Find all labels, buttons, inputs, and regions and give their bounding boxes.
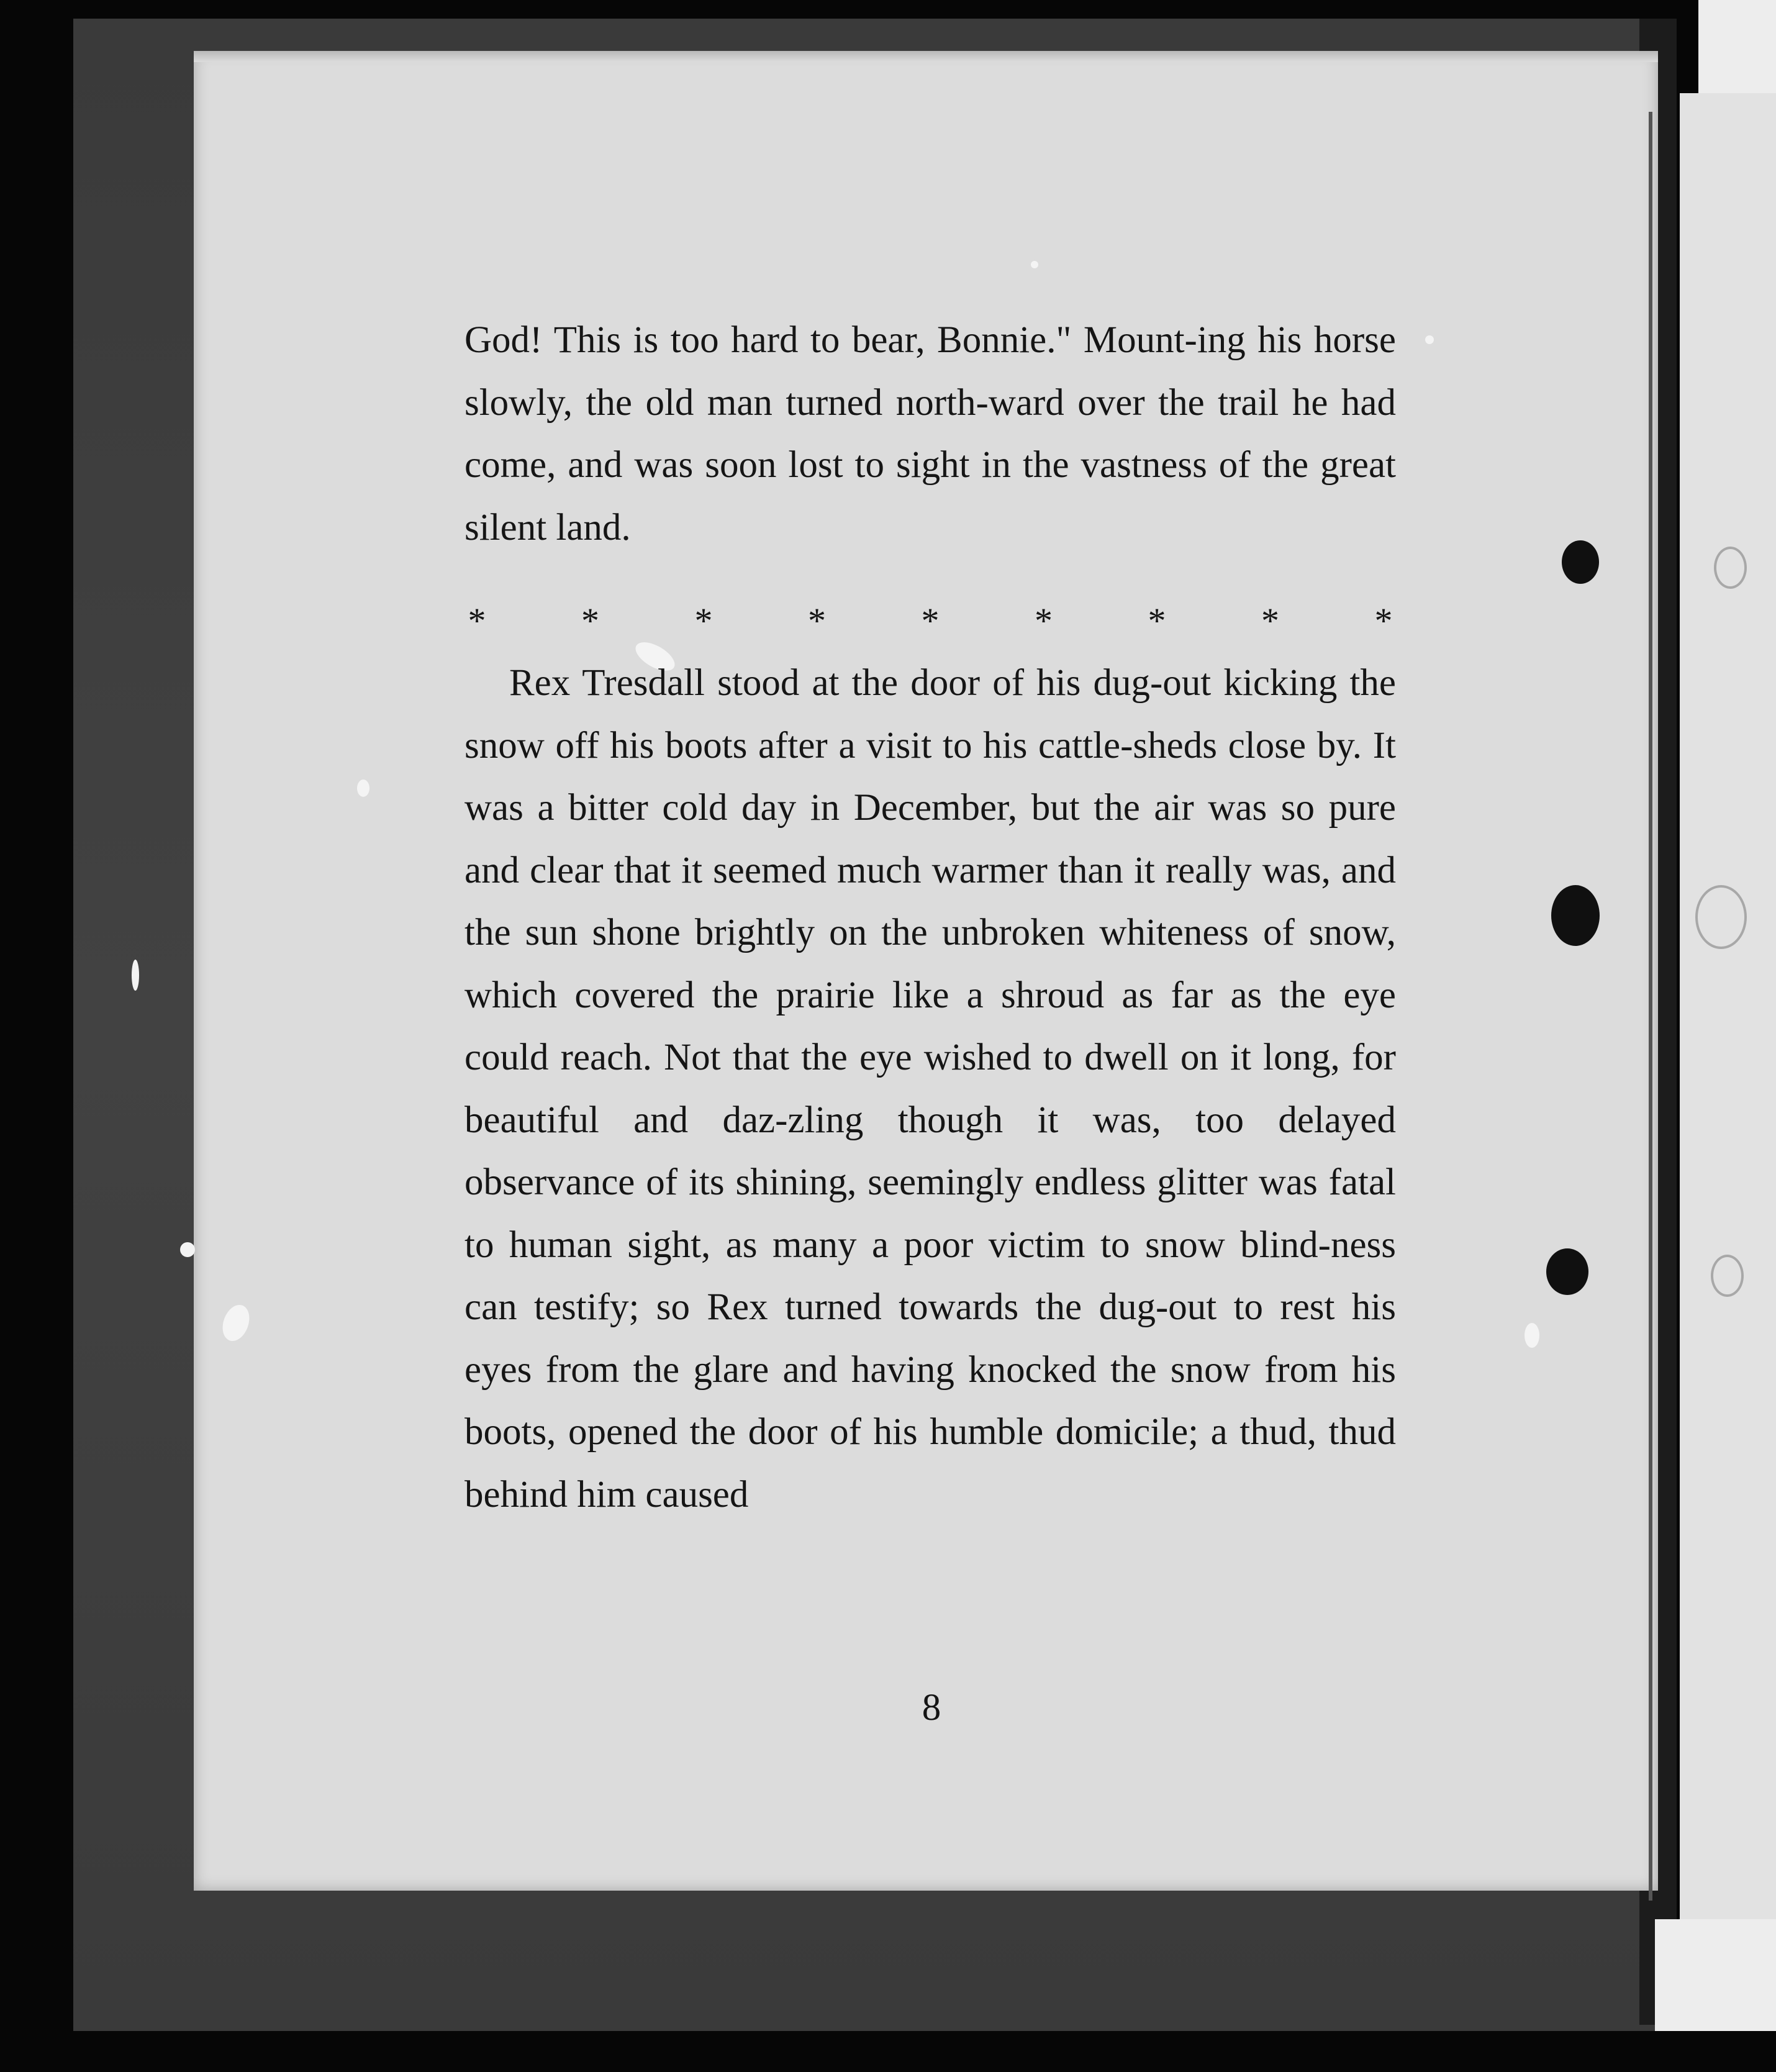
asterisk: * xyxy=(468,601,486,641)
paragraph-new-section: Rex Tresdall stood at the door of his dug-out kicking the snow off his boots after a visit to his cattle-sheds close by. It was a bitter cold day in December, but the air was so pure and clear that it seemed much warmer than it really was, and the sun shone brightly on the unbroken whiteness of snow, which covered the prairie like a shroud as far as the eye could reach. Not that the eye wished to dwell on it long, for beautiful and daz-zling though it was, too delayed observance of its shining, seemingly endless glitter was fatal to human sight, as many a poor victim to snow blind-ness can testify; so Rex turned towards the dug-out to rest his eyes from the glare and having knocked the snow from his boots, opened the door of his humble domicile; a thud, thud behind him caused xyxy=(464,662,1396,1515)
binding-hole-ghost-bottom xyxy=(1711,1255,1744,1297)
section-separator xyxy=(464,590,1396,652)
page-number: 8 xyxy=(922,1687,941,1729)
asterisk: * xyxy=(694,601,713,641)
adjacent-page-bottom xyxy=(1655,1919,1776,2031)
paragraph-ending: God! This is too hard to bear, Bonnie." Mount-ing his horse slowly, the old man turned north-ward over the trail he had come, and was soon lost to sight in the vastness of the great silent land. xyxy=(464,319,1396,548)
binding-hole-ghost-middle xyxy=(1695,885,1747,949)
page-fold-line xyxy=(1649,112,1652,1901)
page-top-shadow xyxy=(194,51,1658,62)
asterisk: * xyxy=(1035,601,1053,641)
asterisk: * xyxy=(808,601,826,641)
asterisk: * xyxy=(921,601,940,641)
dust-speck xyxy=(1031,261,1038,268)
asterisk: * xyxy=(1374,601,1393,641)
binding-hole-middle xyxy=(1551,885,1600,946)
asterisk: * xyxy=(581,601,599,641)
asterisk: * xyxy=(1261,601,1279,641)
binding-hole-bottom xyxy=(1546,1248,1588,1295)
dust-speck xyxy=(357,779,369,797)
dust-speck xyxy=(132,960,139,991)
dust-speck xyxy=(1525,1323,1539,1348)
adjacent-page-top xyxy=(1698,0,1776,93)
asterisk: * xyxy=(1148,601,1166,641)
binding-hole-top xyxy=(1562,540,1599,584)
dust-speck xyxy=(1425,335,1434,344)
adjacent-page xyxy=(1680,93,1776,1925)
binding-hole-ghost-top xyxy=(1714,547,1747,589)
body-text xyxy=(464,309,1396,1526)
dust-speck xyxy=(180,1242,195,1257)
